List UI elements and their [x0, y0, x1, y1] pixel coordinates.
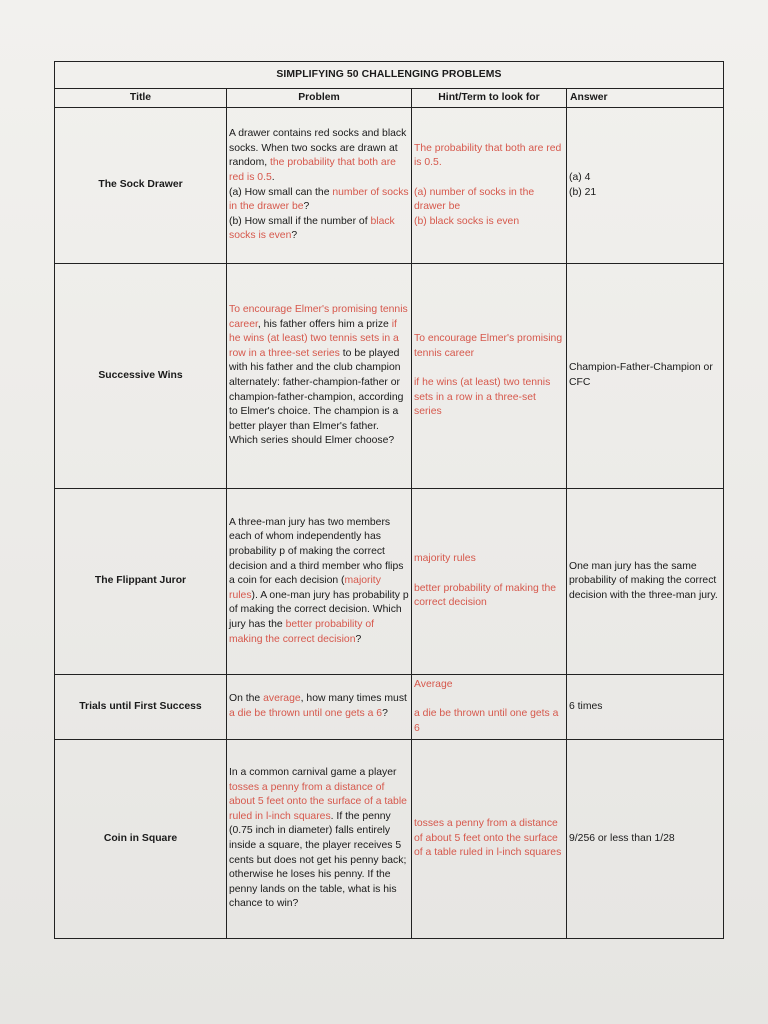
row-hint: [412, 264, 567, 489]
answer-text: 6 times: [569, 700, 603, 712]
hint-spacer: [414, 567, 564, 582]
hint-spacer: [414, 171, 564, 186]
hint-term: tosses a penny from a distance of about 5 feet onto the surface of a table ruled in l-inch squares: [414, 818, 562, 859]
header-hint: Hint/Term to look for: [412, 89, 567, 108]
problem-text: In a common carnival game a player: [229, 767, 397, 779]
row-problem: [227, 675, 412, 740]
highlighted-term: better probability of making the correct decision: [229, 618, 374, 645]
answer-text: One man jury has the same probability of making the correct decision with the three-man jury.: [569, 560, 718, 601]
highlighted-term: black socks is even: [229, 215, 395, 242]
problem-text: ?: [355, 633, 362, 645]
problem-text: . If the penny (0.75 inch in diameter) falls entirely inside a square, the player receives 5 cents but does not get his penny back; otherwise he loses his penny. If the penny lands on the table, what is his chance to win?: [229, 810, 407, 910]
highlighted-term: majority rules: [229, 575, 381, 601]
row-answer: [567, 489, 724, 675]
answer-text: 9/256 or less than 1/28: [569, 832, 675, 844]
hint-term: To encourage Elmer's promising tennis career: [414, 333, 563, 359]
hint-term: majority rules: [414, 553, 476, 565]
highlighted-term: To encourage Elmer's promising tennis career: [229, 304, 408, 330]
hint-term: The probability that both are red is 0.5.: [414, 142, 562, 169]
row-title: The Flippant Juror: [55, 489, 227, 675]
problem-text: ?: [382, 708, 388, 719]
header-title: Title: [55, 89, 227, 108]
answer-text: Champion-Father-Champion or CFC: [569, 362, 713, 388]
row-hint: [412, 675, 567, 740]
row-problem: [227, 489, 412, 675]
row-answer: [567, 740, 724, 939]
problem-text: ?: [291, 230, 298, 242]
hint-spacer: [414, 692, 564, 707]
row-title: Coin in Square: [55, 740, 227, 939]
row-hint: [412, 740, 567, 939]
problems-table: [54, 61, 724, 939]
problem-text: ). A one-man jury has probability p of making the correct decision. Which jury has the: [229, 589, 409, 630]
problem-text: , how many times must: [300, 693, 407, 705]
problem-text: A three-man jury has two members each of whom independently has probability p of making the correct decision and a third member who flips a coin for each decision (: [229, 516, 404, 587]
highlighted-term: if he wins (at least) two tennis sets in a row in a three-set series: [229, 318, 399, 359]
row-title: The Sock Drawer: [55, 108, 227, 264]
table-title: SIMPLIFYING 50 CHALLENGING PROBLEMS: [55, 62, 724, 89]
hint-term: if he wins (at least) two tennis sets in a row in a three-set series: [414, 377, 551, 418]
hint-term: better probability of making the correct decision: [414, 582, 557, 609]
highlighted-term: average: [263, 693, 301, 705]
table-row: [55, 108, 724, 264]
row-answer: [567, 264, 724, 489]
row-problem: [227, 264, 412, 489]
table-row: [55, 740, 724, 939]
header-answer: Answer: [567, 89, 724, 108]
table-row: [55, 675, 724, 740]
problem-text: ? (b) How small if the number of: [229, 201, 371, 227]
row-problem: [227, 740, 412, 939]
row-title: Trials until First Success: [55, 675, 227, 740]
row-problem: [227, 108, 412, 264]
row-title: Successive Wins: [55, 264, 227, 489]
problem-text: On the: [229, 693, 264, 705]
highlighted-term: number of socks in the drawer be: [229, 186, 409, 213]
highlighted-term: a die be thrown until one gets a 6: [229, 708, 383, 719]
row-hint: [412, 489, 567, 675]
row-answer: [567, 675, 724, 740]
answer-text: (a) 4 (b) 21: [569, 171, 597, 198]
problem-text: , his father offers him a prize: [257, 318, 392, 330]
header-problem: Problem: [227, 89, 412, 108]
highlighted-term: the probability that both are red is 0.5: [229, 157, 396, 183]
hint-term: a die be thrown until one gets a 6: [414, 708, 559, 734]
row-hint: [412, 108, 567, 264]
hint-term: (b) black socks is even: [414, 215, 520, 227]
table-row: [55, 264, 724, 489]
problem-text: A drawer contains red socks and black socks. When two socks are drawn at random,: [229, 128, 407, 169]
problem-text: to be played with his father and the club champion alternately: father-champion-father or champion-father-champion, according to Elmer's choice. The champion is a better player than Elmer's father. Which series should Elmer choose?: [229, 347, 404, 447]
hint-term: (a) number of socks in the drawer be: [414, 186, 535, 213]
hint-spacer: [414, 361, 564, 376]
row-answer: [567, 108, 724, 264]
problem-text: . (a) How small can the: [229, 171, 333, 198]
hint-term: Average: [414, 678, 453, 690]
highlighted-term: tosses a penny from a distance of about 5 feet onto the surface of a table ruled in l-inch squares: [229, 781, 407, 822]
table-row: [55, 489, 724, 675]
